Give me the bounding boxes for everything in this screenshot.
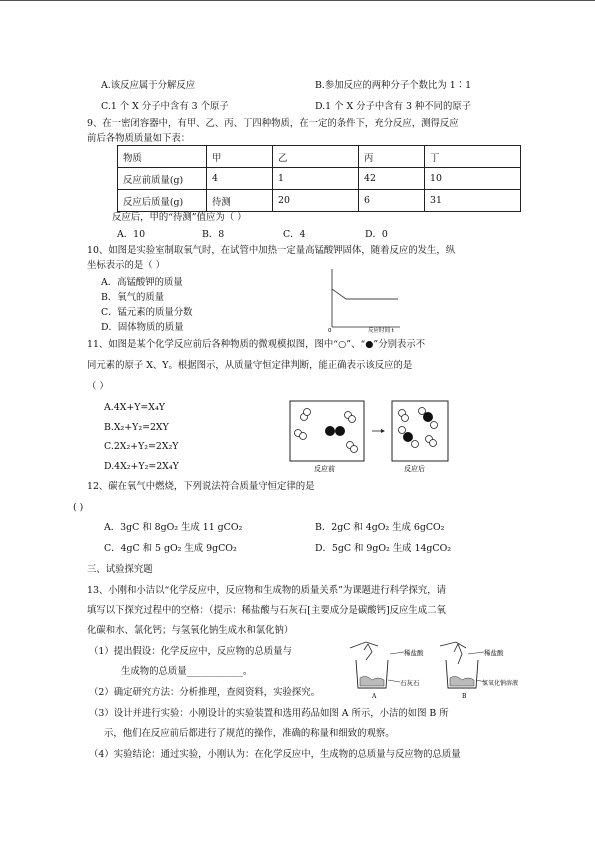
x2-molecule-icon (345, 412, 356, 423)
table-cell: 待测 (207, 190, 273, 212)
table-cell: 乙 (273, 146, 359, 168)
table-cell: 反应前质量(g) (118, 168, 207, 190)
q10-option-c: C．锰元素的质量分数 (101, 307, 193, 318)
q11-option-d: D.4X₂+Y₂=2X₄Y (104, 461, 179, 472)
q9-option-c: C．4 (283, 229, 306, 240)
table-cell: 丙 (359, 146, 425, 168)
q13-apparatus-figure (346, 640, 524, 704)
table-cell: 丁 (425, 146, 521, 168)
q8-option-c: C.1 个 X 分子中含有 3 个原子 (101, 101, 229, 112)
q11-stem-line3: （ ） (87, 381, 109, 392)
apparatus-a-name: A (372, 693, 377, 700)
q9-option-d: D．0 (365, 229, 388, 240)
apparatus-a-label-2: 石灰石 (400, 679, 420, 687)
q11-option-b: B.X₂+Y₂=2XY (104, 422, 169, 433)
apparatus-b-label-2: 氢氧化钠溶液 (482, 680, 519, 687)
x2-molecule-icon (347, 442, 358, 453)
apparatus-b (440, 642, 518, 700)
q12-paren: ( ) (73, 502, 84, 513)
table-cell: 20 (273, 190, 359, 212)
q13-part1-line2: 生成物的总质量____________。 (121, 666, 253, 677)
x2-molecule-icon (399, 410, 409, 422)
q9-option-b: B．8 (202, 229, 225, 240)
q10-option-a: A．高锰酸钾的质量 (101, 277, 183, 288)
x2-molecule-icon (295, 430, 307, 440)
q10-graph (324, 265, 404, 333)
x2-molecule-icon (426, 436, 437, 447)
table-cell: 42 (359, 168, 425, 190)
q9-ask: 反应后，甲的“待测”值应为（ ） (112, 212, 247, 223)
q12-option-d: D．5gC 和 9gO₂ 生成 14gCO₂ (315, 543, 452, 554)
q12-option-a: A．3gC 和 8gO₂ 生成 11 gCO₂ (104, 522, 243, 533)
table-cell: 甲 (207, 146, 273, 168)
table-row (118, 190, 521, 212)
q8-option-a: A.该反应属于分解反应 (101, 80, 196, 91)
x2y-molecule-icon (419, 408, 438, 429)
table-cell: 物质 (118, 146, 207, 168)
apparatus-a-label-1: 稀盐酸 (404, 649, 424, 657)
q9-option-a: A．10 (117, 229, 146, 240)
table-row (118, 168, 521, 190)
q13-part4: （4）实验结论：通过实验，小刚认为：在化学反应中，生成物的总质量与反应物的总质量 (89, 749, 461, 760)
q8-option-d: D.1 个 X 分子中含有 3 种不同的原子 (315, 101, 472, 112)
q13-part2: （2）确定研究方法：分析推理，查阅资料，实验探究。 (89, 687, 320, 698)
arrow-head-icon (381, 429, 385, 433)
table-cell: 反应后质量(g) (118, 190, 207, 212)
q11-stem-line1: 11、如图是某个化学反应前后各种物质的微观模拟图，图中“○”、“●”分别表示不 (87, 339, 426, 350)
apparatus-b-name: B (462, 693, 467, 700)
apparatus-a (350, 642, 424, 700)
q11-option-a: A.4X+Y=X₄Y (104, 402, 165, 413)
q9-stem-line1: 9、在一密闭容器中，有甲、乙、丙、丁四种物质，在一定的条件下，充分反应，测得反应 (87, 118, 459, 129)
q13-part3-line1: （3）设计并进行实验：小刚设计的实验装置和选用药品如图 A 所示，小洁的如图 B 所 (89, 708, 449, 719)
table-cell: 31 (425, 190, 521, 212)
q10-option-b: B．氧气的质量 (101, 292, 165, 303)
q12-stem: 12、碳在氧气中燃烧，下列说法符合质量守恒定律的是 (87, 481, 315, 492)
q11-stem-line2: 同元素的原子 X、Y。根据图示，从质量守恒定律判断，能正确表示该反应的是 (87, 360, 413, 371)
table-cell: 1 (273, 168, 359, 190)
page-top-rule (0, 0, 595, 1)
q8-option-b: B.参加反应的两种分子个数比为 1∶1 (315, 80, 472, 91)
q10-option-d: D．固体物质的质量 (101, 322, 184, 333)
y2-molecule-icon (325, 426, 345, 436)
q12-option-b: B．2gC 和 4gO₂ 生成 6gCO₂ (315, 522, 445, 533)
q10-stem-line2: 坐标表示的是（ ） (87, 260, 165, 271)
section-3-heading: 三、试验探究题 (87, 564, 153, 575)
table-cell: 6 (359, 190, 425, 212)
table-cell: 10 (425, 168, 521, 190)
x2-molecule-icon (301, 409, 311, 421)
table-cell: 4 (207, 168, 273, 190)
q13-part1-line1: （1）提出假设：化学反应中，反应物的总质量与 (89, 646, 292, 657)
table-header-row (118, 146, 521, 168)
q13-stem-line1: 13、小刚和小洁以“化学反应中，反应物和生成物的质量关系”为课题进行科学探究，请 (87, 585, 447, 596)
apparatus-b-label-1: 稀盐酸 (484, 649, 504, 657)
q11-micro-diagram (288, 399, 478, 475)
q11-after-label: 反应后 (404, 465, 425, 473)
q9-mass-table (117, 145, 521, 212)
q12-option-c: C．4gC 和 5 gO₂ 生成 9gCO₂ (104, 543, 237, 554)
q11-before-label: 反应前 (314, 465, 335, 473)
q13-stem-line3: 化碳和水、氯化钙；与氢氧化钠生成水和氯化钠） (87, 625, 294, 636)
x2y-molecule-icon (399, 427, 419, 448)
q11-option-c: C.2X₂+Y₂=2X₂Y (104, 441, 179, 452)
q10-stem-line1: 10、如图是实验室制取氧气时，在试管中加热一定量高锰酸钾固体，随着反应的发生，纵 (87, 245, 456, 256)
q13-part3-line2: 示，他们在反应前后都进行了规范的操作，准确的称量和细致的观察。 (104, 728, 395, 739)
q9-stem-line2: 前后各物质质量如下表： (87, 133, 191, 144)
q10-graph-xlabel: 反应时间 t (368, 328, 394, 333)
q10-graph-origin: 0 (328, 328, 332, 333)
q13-stem-line2: 填写以下探究过程中的空格：（提示：稀盐酸与石灰石[主要成分是碳酸钙]反应生成二氧 (87, 605, 446, 616)
